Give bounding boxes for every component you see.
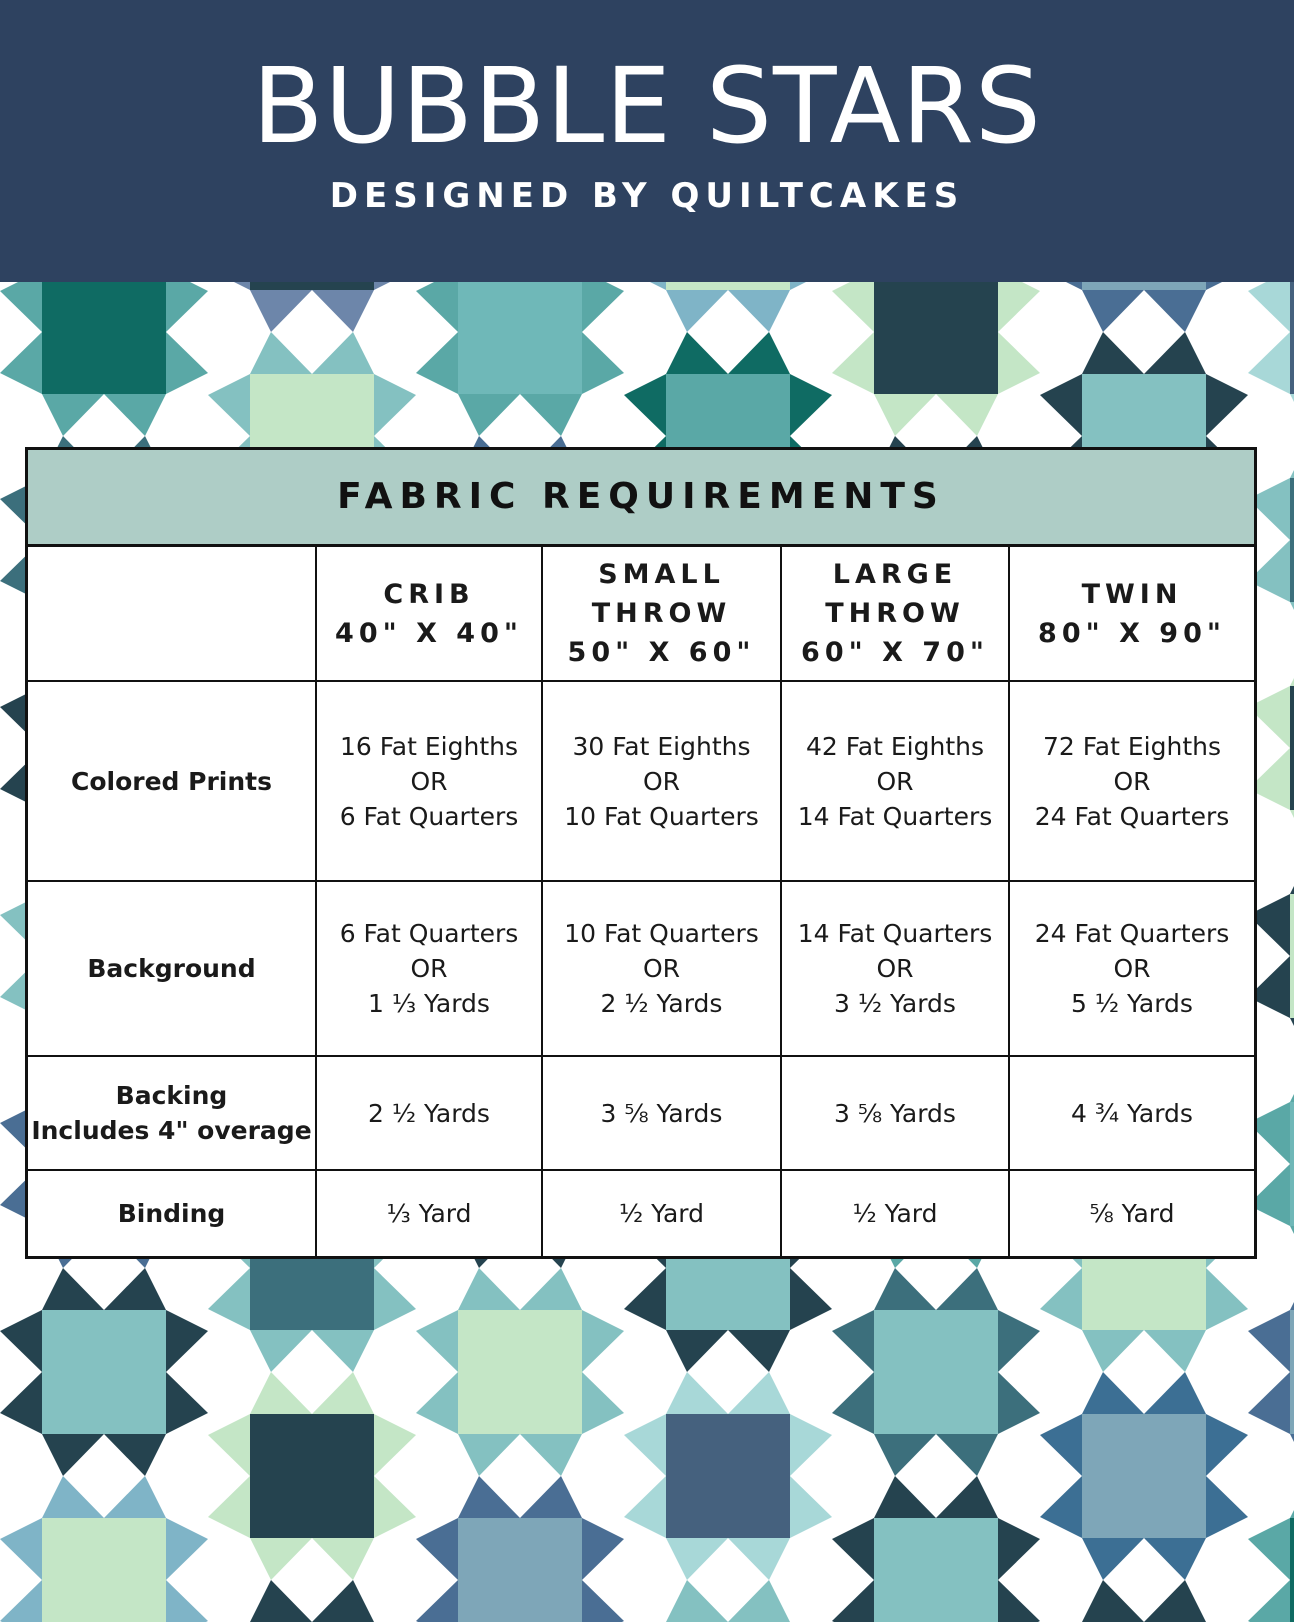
quilt-star-point <box>416 282 458 332</box>
cell-line: 2 ½ Yards <box>368 1098 490 1128</box>
quilt-star-point <box>998 1580 1040 1622</box>
quilt-star-point <box>374 1414 416 1476</box>
page-title: BUBBLE STARS <box>252 45 1042 167</box>
quilt-block-center <box>1290 686 1294 810</box>
table-cell <box>316 1170 542 1256</box>
quilt-star-point <box>374 1476 416 1538</box>
table-row-background <box>28 881 1254 1056</box>
table-row-binding <box>28 1170 1254 1256</box>
quilt-star-point <box>208 1476 250 1538</box>
quilt-block-center <box>250 282 374 290</box>
quilt-star-point <box>582 1580 624 1622</box>
cell-line: OR <box>876 954 914 983</box>
table-cell <box>1009 1056 1254 1170</box>
table-cell <box>542 681 781 881</box>
quilt-star-point <box>458 1268 520 1310</box>
quilt-star-point <box>582 1518 624 1580</box>
quilt-star-point <box>312 1580 374 1622</box>
quilt-star-point <box>0 282 42 332</box>
quilt-block-center <box>42 1310 166 1434</box>
quilt-star-point <box>0 1580 42 1622</box>
cell-line: 6 Fat Quarters <box>339 919 519 948</box>
quilt-star-point <box>1082 332 1144 374</box>
quilt-block-center <box>250 1414 374 1538</box>
quilt-star-point <box>998 1518 1040 1580</box>
quilt-star-point <box>666 1580 728 1622</box>
quilt-star-point <box>728 1330 790 1372</box>
quilt-star-point <box>166 1372 208 1434</box>
table-cell <box>781 681 1009 881</box>
quilt-star-point <box>1290 1018 1294 1060</box>
quilt-star-point <box>666 1372 728 1414</box>
quilt-star-point <box>1290 602 1294 644</box>
table-cell <box>316 1056 542 1170</box>
quilt-star-point <box>250 1580 312 1622</box>
quilt-star-point <box>520 1434 582 1476</box>
quilt-star-point <box>42 1268 104 1310</box>
quilt-star-point <box>416 1372 458 1434</box>
quilt-star-point <box>728 1538 790 1580</box>
column-header-small-throw <box>542 547 781 681</box>
quilt-star-point <box>1248 282 1290 332</box>
quilt-star-point <box>832 1518 874 1580</box>
quilt-block-center <box>1082 282 1206 290</box>
corner-cell <box>28 547 316 681</box>
table-cell <box>1009 681 1254 881</box>
cell-line: 10 Fat Quarters <box>564 801 759 831</box>
quilt-star-point <box>208 282 250 290</box>
column-header-large-throw <box>781 547 1009 681</box>
table-cell <box>1009 881 1254 1056</box>
quilt-star-point <box>312 332 374 374</box>
quilt-star-point <box>0 1310 42 1372</box>
quilt-block-center <box>1290 478 1294 602</box>
cell-line: 42 Fat Eighths <box>805 731 985 761</box>
cell-line: OR <box>410 766 448 796</box>
column-header-line: SMALL <box>598 559 725 590</box>
quilt-star-point <box>1144 290 1206 332</box>
quilt-star-point <box>250 290 312 332</box>
quilt-star-point <box>790 1268 832 1330</box>
quilt-star-point <box>250 1372 312 1414</box>
quilt-star-point <box>728 290 790 332</box>
quilt-star-point <box>42 394 104 436</box>
quilt-star-point <box>1290 852 1294 894</box>
quilt-star-point <box>1290 436 1294 478</box>
quilt-star-point <box>874 394 936 436</box>
row-label-line: Colored Prints <box>70 766 272 796</box>
column-header-twin <box>1009 547 1254 681</box>
quilt-star-point <box>42 1476 104 1518</box>
quilt-star-point <box>458 394 520 436</box>
quilt-star-point <box>790 282 832 290</box>
quilt-star-point <box>874 1476 936 1518</box>
quilt-block-center <box>42 1518 166 1622</box>
quilt-star-point <box>1248 332 1290 394</box>
column-header-line: LARGE <box>832 559 958 590</box>
quilt-star-point <box>374 1268 416 1330</box>
quilt-star-point <box>1040 1268 1082 1330</box>
quilt-star-point <box>1082 1538 1144 1580</box>
cell-line: 5 ½ Yards <box>1071 989 1193 1018</box>
quilt-star-point <box>104 394 166 436</box>
quilt-block-center <box>42 282 166 394</box>
cell-line: 3 ⅝ Yards <box>834 1098 956 1128</box>
quilt-star-point <box>1144 1330 1206 1372</box>
quilt-star-point <box>374 374 416 436</box>
quilt-star-point <box>832 1310 874 1372</box>
quilt-block-center <box>1290 894 1294 1018</box>
quilt-star-point <box>104 1476 166 1518</box>
column-header-line: 50" X 60" <box>567 637 756 668</box>
quilt-star-point <box>1144 332 1206 374</box>
quilt-block-center <box>874 1310 998 1434</box>
cell-line: 30 Fat Eighths <box>572 731 751 761</box>
quilt-star-point <box>1290 644 1294 686</box>
table-cell <box>781 1056 1009 1170</box>
quilt-star-point <box>166 282 208 332</box>
quilt-star-point <box>1206 1268 1248 1330</box>
column-header-line: CRIB <box>383 578 475 610</box>
quilt-star-point <box>1290 810 1294 852</box>
quilt-star-point <box>1290 1268 1294 1310</box>
cell-line: OR <box>410 954 448 983</box>
quilt-star-point <box>166 1518 208 1580</box>
quilt-star-point <box>416 332 458 394</box>
cell-line: 10 Fat Quarters <box>564 919 759 948</box>
quilt-star-point <box>208 374 250 436</box>
quilt-star-point <box>728 1372 790 1414</box>
quilt-star-point <box>790 1414 832 1476</box>
row-label-colored-prints <box>28 681 316 881</box>
cell-line: 14 Fat Quarters <box>797 801 993 831</box>
cell-line: 24 Fat Quarters <box>1034 919 1230 948</box>
quilt-star-point <box>0 1518 42 1580</box>
quilt-star-point <box>42 1434 104 1476</box>
quilt-star-point <box>312 1372 374 1414</box>
cell-line: 72 Fat Eighths <box>1042 731 1222 761</box>
quilt-star-point <box>1040 282 1082 290</box>
cell-line: ⅝ Yard <box>1089 1199 1175 1228</box>
quilt-block-center <box>874 282 998 394</box>
table-title: FABRIC REQUIREMENTS <box>28 450 1254 547</box>
quilt-star-point <box>166 332 208 394</box>
quilt-star-point <box>832 332 874 394</box>
quilt-star-point <box>1040 1476 1082 1538</box>
quilt-block-center <box>666 282 790 290</box>
quilt-star-point <box>104 1268 166 1310</box>
header-banner <box>0 0 1294 282</box>
quilt-star-point <box>0 332 42 394</box>
quilt-star-point <box>1144 1580 1206 1622</box>
quilt-star-point <box>936 1268 998 1310</box>
table-cell <box>542 1170 781 1256</box>
table-cell <box>542 1056 781 1170</box>
table-cell <box>316 681 542 881</box>
table-cell <box>781 881 1009 1056</box>
quilt-star-point <box>250 332 312 374</box>
quilt-star-point <box>936 1476 998 1518</box>
cell-line: 14 Fat Quarters <box>797 919 993 948</box>
quilt-star-point <box>166 1310 208 1372</box>
quilt-star-point <box>374 282 416 290</box>
quilt-star-point <box>582 332 624 394</box>
quilt-star-point <box>312 1538 374 1580</box>
quilt-star-point <box>416 1518 458 1580</box>
column-header-line: THROW <box>591 598 732 629</box>
quilt-star-point <box>1082 1580 1144 1622</box>
quilt-star-point <box>1082 290 1144 332</box>
table-cell <box>542 881 781 1056</box>
quilt-star-point <box>624 1414 666 1476</box>
quilt-star-point <box>624 374 666 436</box>
row-label-binding <box>28 1170 316 1256</box>
table-cell <box>316 881 542 1056</box>
row-label-backing <box>28 1056 316 1170</box>
quilt-star-point <box>520 394 582 436</box>
cell-line: OR <box>642 954 681 983</box>
quilt-star-point <box>624 1268 666 1330</box>
cell-line: 2 ½ Yards <box>600 989 723 1018</box>
quilt-star-point <box>998 332 1040 394</box>
quilt-star-point <box>582 282 624 332</box>
quilt-star-point <box>0 1372 42 1434</box>
quilt-star-point <box>520 1476 582 1518</box>
quilt-star-point <box>832 282 874 332</box>
quilt-star-point <box>582 1310 624 1372</box>
quilt-star-point <box>1206 1414 1248 1476</box>
table-cell <box>781 1170 1009 1256</box>
quilt-block-center <box>874 1518 998 1622</box>
column-header-line: 80" X 90" <box>1038 617 1226 649</box>
row-label-line: Binding <box>117 1199 226 1228</box>
quilt-star-point <box>1248 1518 1290 1580</box>
column-header-line: TWIN <box>1081 578 1183 610</box>
cell-line: 1 ⅓ Yards <box>368 989 490 1018</box>
quilt-star-point <box>1248 1580 1290 1622</box>
quilt-star-point <box>1040 374 1082 436</box>
table-cell <box>1009 1170 1254 1256</box>
quilt-star-point <box>832 1580 874 1622</box>
quilt-star-point <box>998 282 1040 332</box>
quilt-star-point <box>666 290 728 332</box>
row-label-line: Background <box>87 954 256 983</box>
quilt-star-point <box>936 1434 998 1476</box>
quilt-block-center <box>666 1414 790 1538</box>
cell-line: 6 Fat Quarters <box>339 801 519 831</box>
quilt-star-point <box>1248 1372 1290 1434</box>
quilt-star-point <box>520 1268 582 1310</box>
cell-line: OR <box>1113 766 1151 796</box>
quilt-block-center <box>458 1310 582 1434</box>
quilt-star-point <box>624 1476 666 1538</box>
fabric-requirements-table <box>25 447 1257 1259</box>
quilt-star-point <box>458 1434 520 1476</box>
quilt-star-point <box>790 1476 832 1538</box>
column-header-line: THROW <box>825 598 965 629</box>
row-label-line: Includes 4" overage <box>31 1116 312 1145</box>
quilt-star-point <box>998 1310 1040 1372</box>
row-label-background <box>28 881 316 1056</box>
cell-line: 3 ⅝ Yards <box>600 1098 723 1128</box>
quilt-star-point <box>208 1268 250 1330</box>
quilt-block-center <box>1082 1414 1206 1538</box>
quilt-star-point <box>1040 1414 1082 1476</box>
quilt-star-point <box>312 290 374 332</box>
quilt-star-point <box>666 332 728 374</box>
cell-line: OR <box>642 766 681 796</box>
quilt-star-point <box>666 1330 728 1372</box>
quilt-star-point <box>416 1580 458 1622</box>
quilt-block-center <box>1290 1102 1294 1226</box>
quilt-star-point <box>1290 1226 1294 1268</box>
quilt-star-point <box>1206 282 1248 290</box>
column-header-crib <box>316 547 542 681</box>
quilt-star-point <box>250 1330 312 1372</box>
quilt-star-point <box>416 1310 458 1372</box>
quilt-star-point <box>874 1268 936 1310</box>
cell-line: 24 Fat Quarters <box>1034 801 1230 831</box>
quilt-star-point <box>166 1580 208 1622</box>
quilt-star-point <box>624 282 666 290</box>
quilt-block-center <box>1290 282 1294 394</box>
quilt-star-point <box>728 1580 790 1622</box>
quilt-star-point <box>728 332 790 374</box>
table-row-colored-prints <box>28 681 1254 881</box>
table-row-backing <box>28 1056 1254 1170</box>
cell-line: OR <box>1113 954 1151 983</box>
row-label-line: Backing <box>115 1081 228 1110</box>
quilt-star-point <box>936 394 998 436</box>
quilt-star-point <box>998 1372 1040 1434</box>
quilt-star-point <box>1248 1310 1290 1372</box>
quilt-star-point <box>1290 1060 1294 1102</box>
quilt-star-point <box>1206 1476 1248 1538</box>
quilt-star-point <box>104 1434 166 1476</box>
quilt-star-point <box>666 1538 728 1580</box>
quilt-star-point <box>1290 1434 1294 1476</box>
cell-line: OR <box>876 766 914 796</box>
quilt-star-point <box>582 1372 624 1434</box>
quilt-star-point <box>208 1414 250 1476</box>
cell-line: ½ Yard <box>852 1199 938 1228</box>
quilt-star-point <box>250 1538 312 1580</box>
quilt-star-point <box>1290 1476 1294 1518</box>
cell-line: 3 ½ Yards <box>834 989 956 1018</box>
quilt-star-point <box>1144 1372 1206 1414</box>
cell-line: ⅓ Yard <box>386 1199 472 1228</box>
quilt-star-point <box>790 374 832 436</box>
quilt-star-point <box>1082 1372 1144 1414</box>
quilt-block-center <box>458 282 582 394</box>
quilt-block-center <box>1290 1310 1294 1434</box>
quilt-star-point <box>1144 1538 1206 1580</box>
cell-line: 16 Fat Eighths <box>339 731 519 761</box>
column-header-line: 60" X 70" <box>801 637 989 668</box>
quilt-block-center <box>1290 1518 1294 1622</box>
quilt-star-point <box>458 1476 520 1518</box>
requirements-grid <box>28 547 1254 1256</box>
quilt-block-center <box>458 1518 582 1622</box>
size-header-row <box>28 547 1254 681</box>
quilt-star-point <box>1290 394 1294 436</box>
cell-line: 4 ¾ Yards <box>1071 1098 1193 1128</box>
quilt-star-point <box>312 1330 374 1372</box>
designer-subtitle: DESIGNED BY QUILTCAKES <box>329 176 965 216</box>
quilt-star-point <box>874 1434 936 1476</box>
column-header-line: 40" X 40" <box>335 617 523 649</box>
cell-line: ½ Yard <box>618 1199 705 1228</box>
quilt-star-point <box>1082 1330 1144 1372</box>
quilt-star-point <box>1206 374 1248 436</box>
quilt-star-point <box>832 1372 874 1434</box>
